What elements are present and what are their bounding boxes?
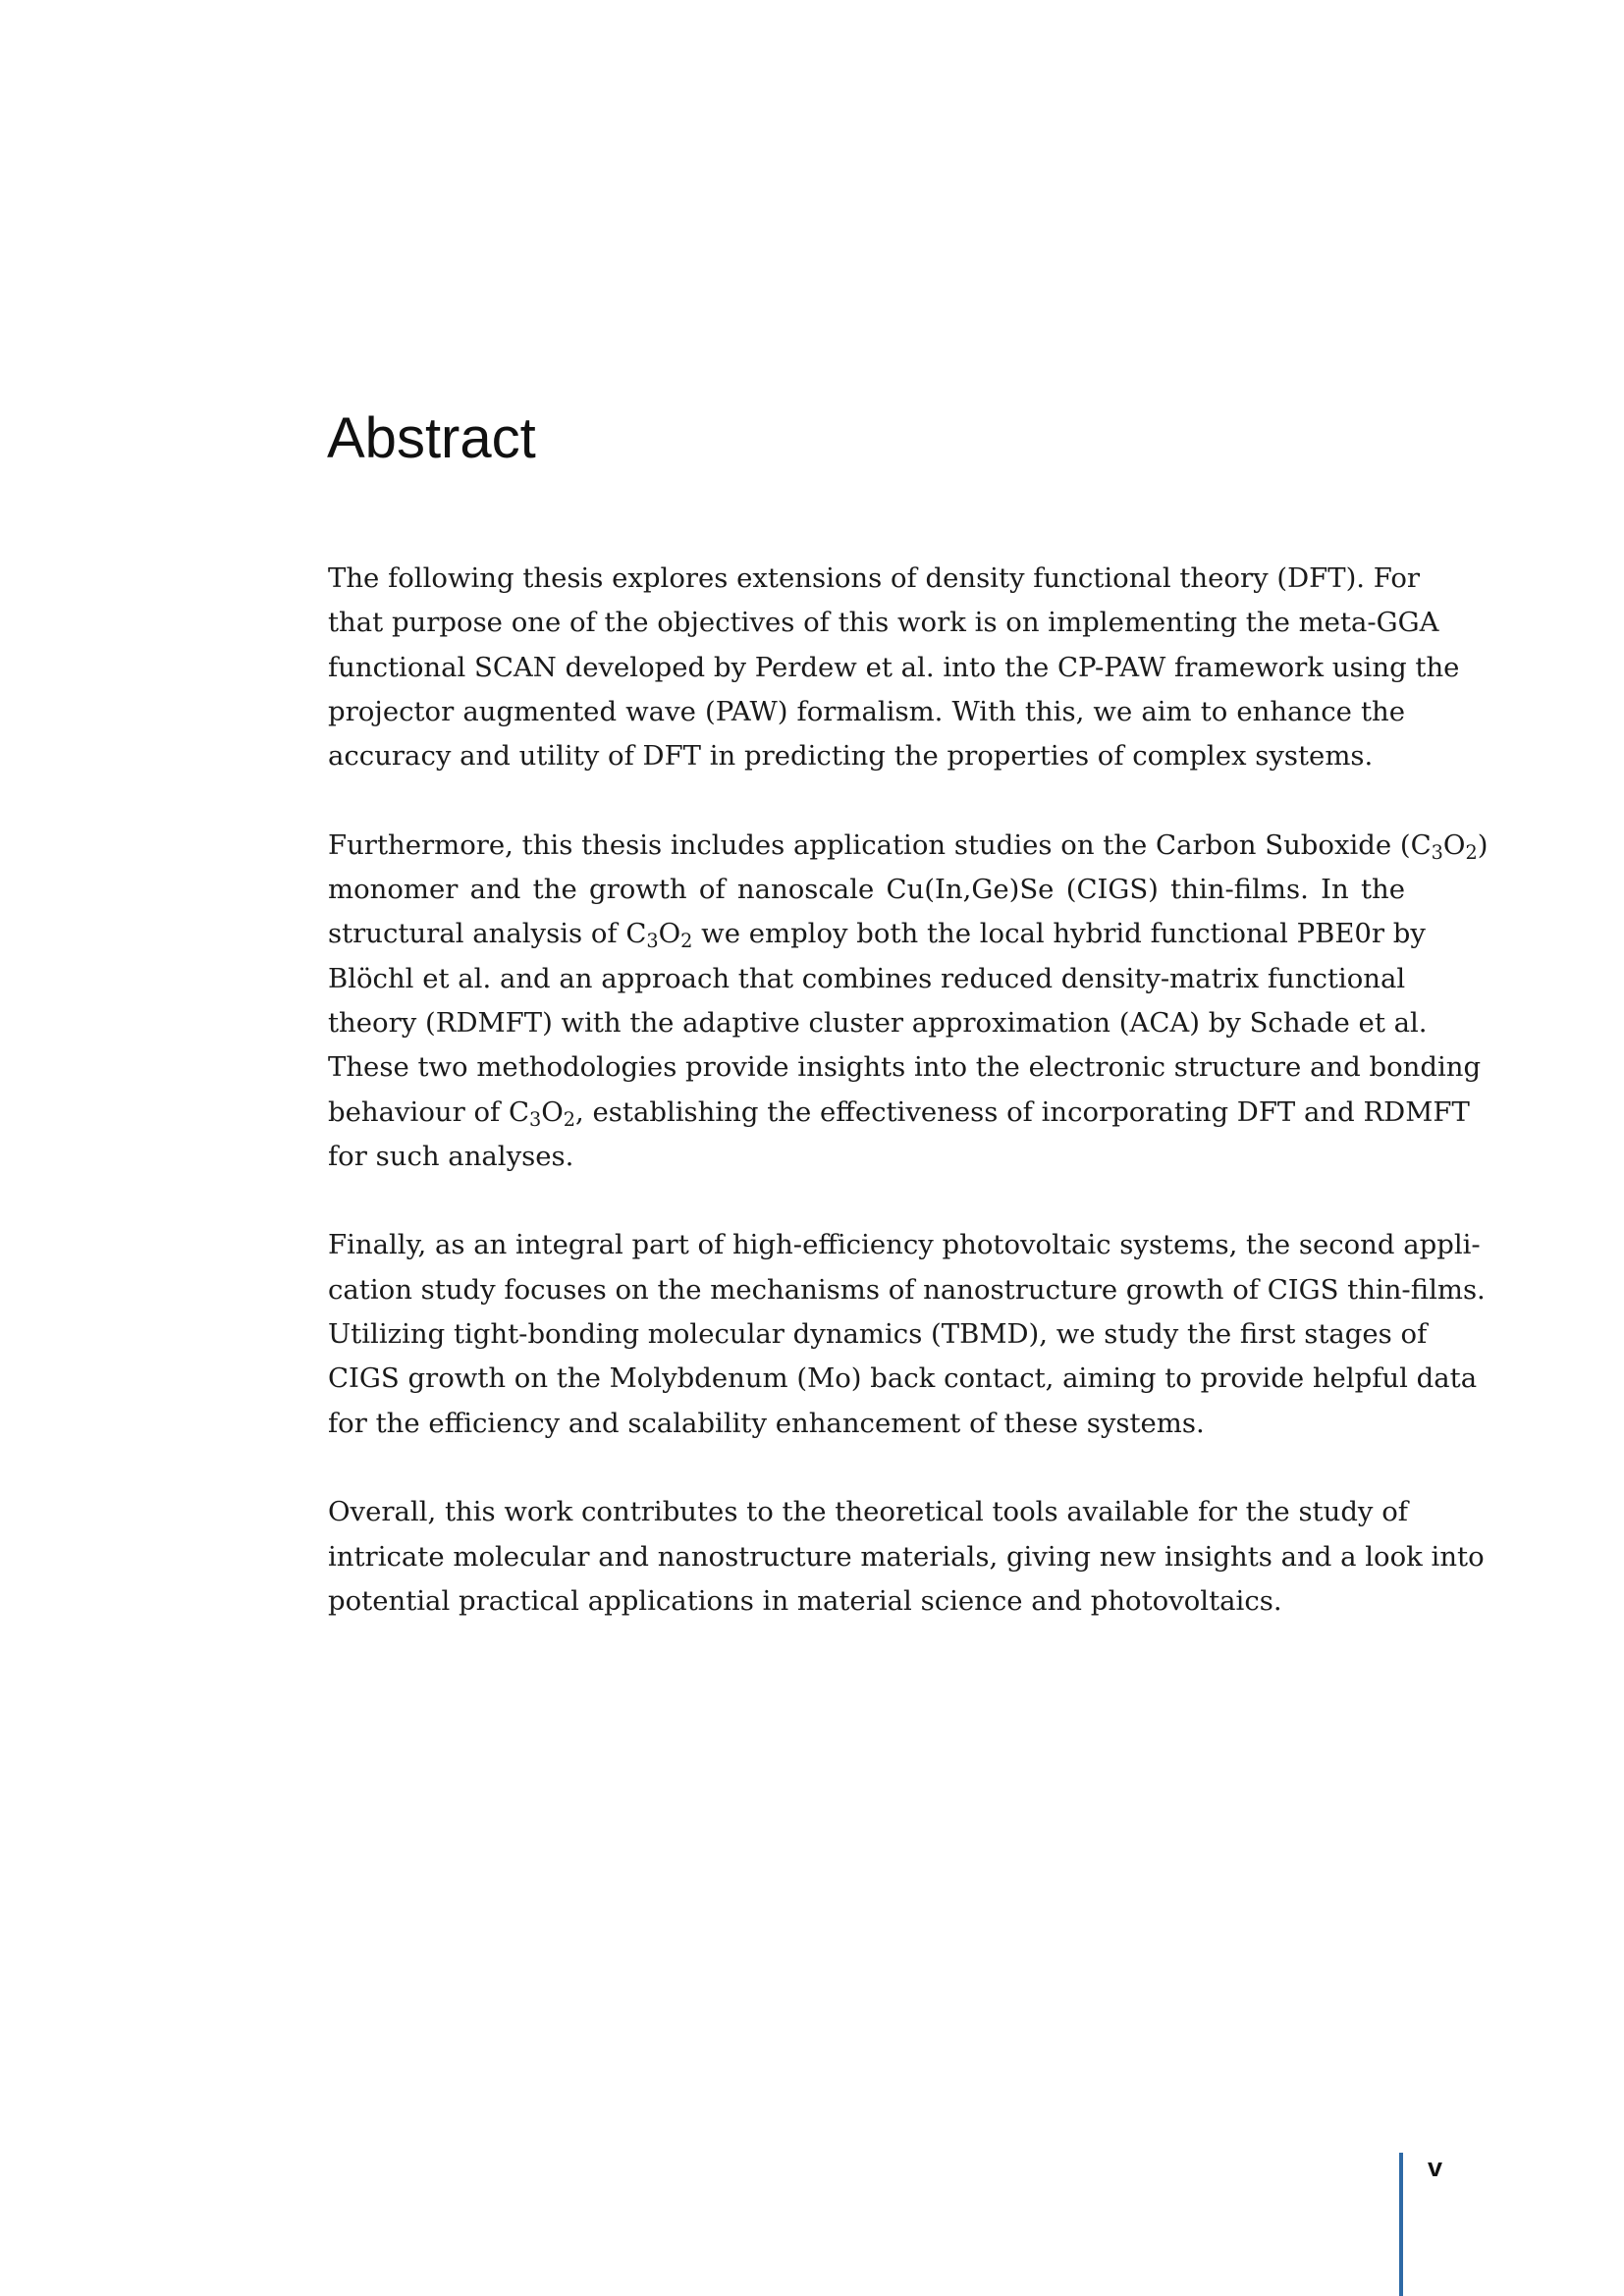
text-line: These two methodologies provide insights into the electronic structure and bonding <box>328 1051 1482 1084</box>
text-line: CIGS growth on the Molybdenum (Mo) back contact, aiming to provide helpful data <box>328 1362 1478 1395</box>
text-fragment: ) <box>1477 828 1489 861</box>
subscript: 2 <box>680 930 693 953</box>
text-line: theory (RDMFT) with the adaptive cluster approximation (ACA) by Schade et al. <box>328 1006 1428 1039</box>
subscript: 3 <box>646 930 659 953</box>
text-line <box>328 1091 1470 1135</box>
abstract-paragraph-1 <box>328 557 1460 778</box>
text-line: for the efficiency and scalability enhancement of these systems. <box>328 1407 1205 1439</box>
text-line: The following thesis explores extensions of density functional theory (DFT). For <box>328 562 1421 594</box>
subscript: 2 <box>1465 840 1478 864</box>
text-fragment: structural analysis of C <box>328 918 647 950</box>
text-line: projector augmented wave (PAW) formalism. With this, we aim to enhance the <box>328 695 1405 727</box>
abstract-paragraph-2 <box>328 824 1489 1179</box>
text-fragment: O <box>541 1095 564 1128</box>
text-fragment: O <box>658 918 681 950</box>
page-number: v <box>1428 2153 1443 2182</box>
text-line: accuracy and utility of DFT in predicting the properties of complex systems. <box>328 740 1374 773</box>
text-line: potential practical applications in material science and photovoltaics. <box>328 1584 1282 1617</box>
text-fragment: , establishing the effectiveness of incorporating DFT and RDMFT <box>575 1095 1470 1128</box>
text-fragment: we employ both the local hybrid functional PBE0r by <box>692 918 1426 950</box>
text-line: functional SCAN developed by Perdew et al. into the CP-PAW framework using the <box>328 651 1460 683</box>
subscript: 3 <box>1431 840 1443 864</box>
text-line: Overall, this work contributes to the theoretical tools available for the study of <box>328 1496 1408 1528</box>
text-line: that purpose one of the objectives of this work is on implementing the meta-GGA <box>328 607 1439 639</box>
subscript: 2 <box>563 1107 576 1131</box>
text-fragment: behaviour of C <box>328 1095 529 1128</box>
subscript: 3 <box>529 1107 542 1131</box>
abstract-paragraph-3 <box>328 1223 1486 1445</box>
text-line <box>328 912 1426 956</box>
text-line: monomer and the growth of nanoscale Cu(In,Ge)Se (CIGS) thin-films. In the <box>328 874 1405 906</box>
page-title: Abstract <box>327 406 536 470</box>
text-line: cation study focuses on the mechanisms of nanostructure growth of CIGS thin-films. <box>328 1273 1486 1306</box>
text-line: for such analyses. <box>328 1140 574 1172</box>
page-margin-rule <box>1399 2153 1403 2296</box>
text-line: Utilizing tight-bonding molecular dynamics (TBMD), we study the first stages of <box>328 1318 1428 1351</box>
text-line: Blöchl et al. and an approach that combines reduced density-matrix functional <box>328 962 1406 994</box>
text-fragment: Furthermore, this thesis includes application studies on the Carbon Suboxide (C <box>328 828 1432 861</box>
abstract-paragraph-4 <box>328 1490 1485 1624</box>
text-line: Finally, as an integral part of high-efficiency photovoltaic systems, the second appli- <box>328 1229 1481 1261</box>
text-line <box>328 824 1489 868</box>
text-line: intricate molecular and nanostructure materials, giving new insights and a look into <box>328 1540 1485 1573</box>
text-fragment: O <box>1442 828 1466 861</box>
abstract-body <box>328 557 1489 1668</box>
